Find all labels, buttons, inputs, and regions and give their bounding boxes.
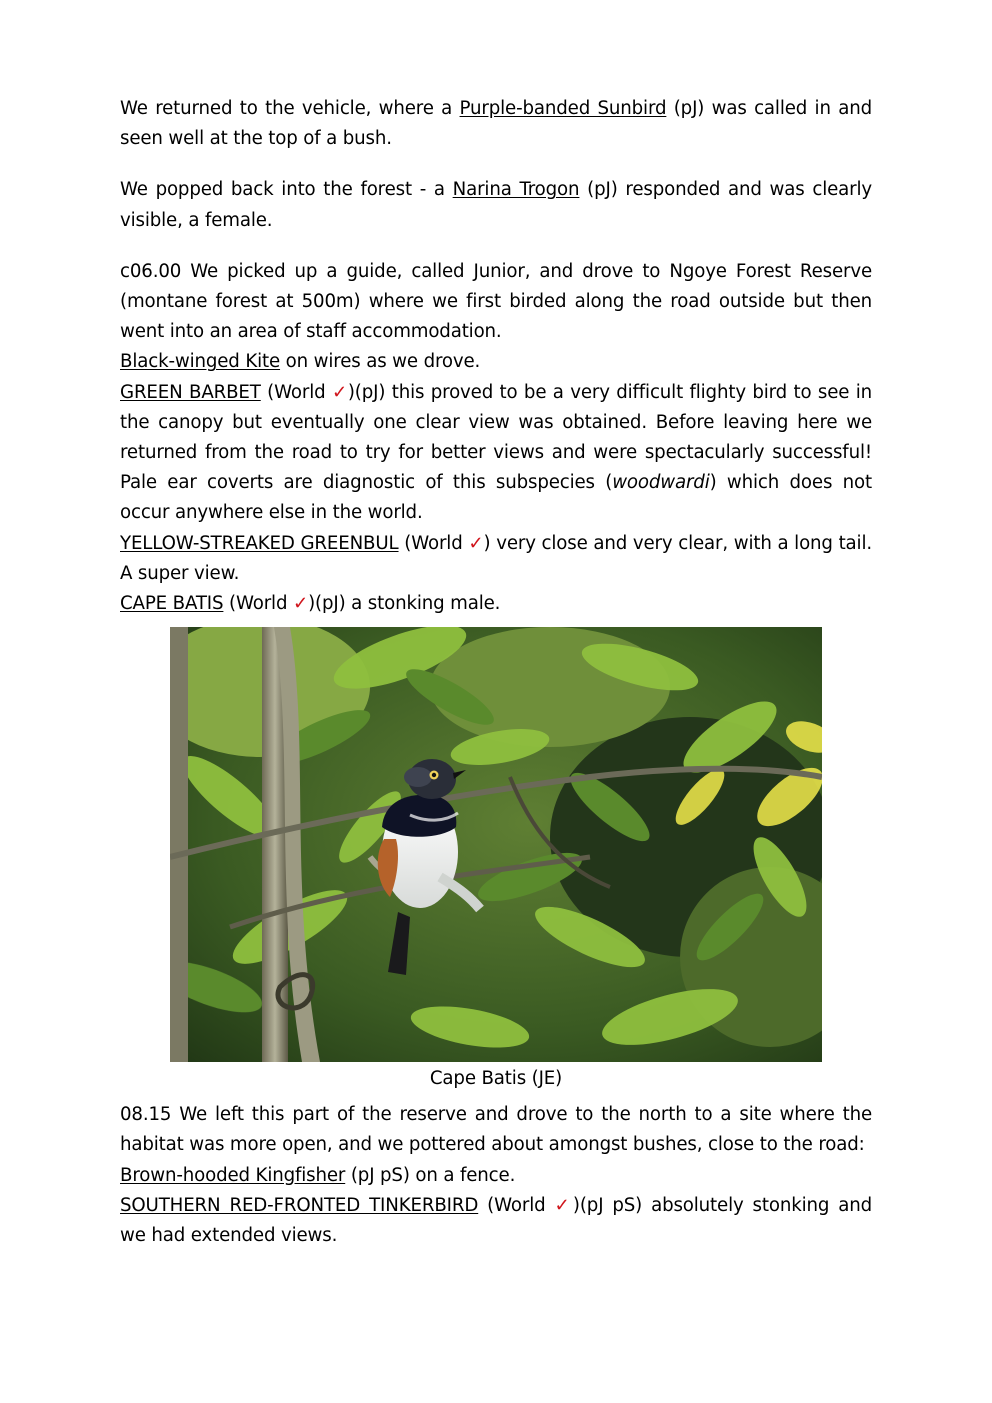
tick-icon: ✓: [331, 381, 348, 403]
paragraph-kingfisher: Brown-hooded Kingfisher (pJ pS) on a fence.: [120, 1164, 516, 1186]
species-link-cape-batis: CAPE BATIS: [120, 593, 224, 615]
paragraph-ngoye: c06.00 We picked up a guide, called Junior, and drove to Ngoye Forest Reserve (montane forest at 500m) where we first birded along the road outside but then went into an area of staff accommodation.: [120, 260, 872, 343]
paragraph-barbet: GREEN BARBET (World ✓)(pJ) this proved to be a very difficult flighty bird to see in the canopy but eventually one clear view was obtained. Before leaving here we returned from the road to try for better views and were spectacularly successful! Pale ear coverts are diagnostic of this subspecies (woodwardi) which does not occur anywhere else in the world.: [120, 381, 873, 524]
paragraph-north-site: 08.15 We left this part of the reserve and drove to the north to a site where the habitat was more open, and we pottered about amongst bushes, close to the road:: [120, 1104, 872, 1156]
paragraph-trogon: We popped back into the forest - a Narina Trogon (pJ) responded and was clearly visible, a female.: [120, 179, 872, 231]
species-link-southern-red-fronted-tinkerbird: SOUTHERN RED-FRONTED TINKERBIRD: [120, 1194, 479, 1216]
tick-icon: ✓: [554, 1194, 573, 1216]
paragraph-kite: Black-winged Kite on wires as we drove.: [120, 351, 481, 373]
species-link-green-barbet: GREEN BARBET: [120, 381, 261, 403]
paragraph-sunbird: We returned to the vehicle, where a Purple-banded Sunbird (pJ) was called in and seen well at the top of a bush.: [120, 98, 873, 150]
document-page: [120, 94, 872, 1251]
species-link-black-winged-kite: Black-winged Kite: [120, 351, 281, 373]
tick-icon: ✓: [292, 593, 309, 615]
paragraph-tinkerbird: SOUTHERN RED-FRONTED TINKERBIRD (World ✓)(pJ pS) absolutely stonking and we had extended views.: [120, 1194, 873, 1247]
paragraph-batis: CAPE BATIS (World ✓)(pJ) a stonking male.: [120, 593, 501, 615]
figure-caption: Cape Batis (JE): [429, 1068, 563, 1090]
species-link-brown-hooded-kingfisher: Brown-hooded Kingfisher: [120, 1164, 346, 1186]
species-link-purple-banded-sunbird: Purple-banded Sunbird: [459, 98, 667, 119]
species-link-narina-trogon: Narina Trogon: [452, 179, 580, 201]
photo-illustration: [170, 627, 822, 1062]
tick-icon: ✓: [468, 532, 484, 554]
cape-batis-photo: [170, 627, 822, 1062]
paragraph-greenbul: YELLOW-STREAKED GREENBUL (World ✓) very close and very clear, with a long tail. A super view.: [120, 532, 872, 584]
species-link-yellow-streaked-greenbul: YELLOW-STREAKED GREENBUL: [120, 532, 399, 554]
